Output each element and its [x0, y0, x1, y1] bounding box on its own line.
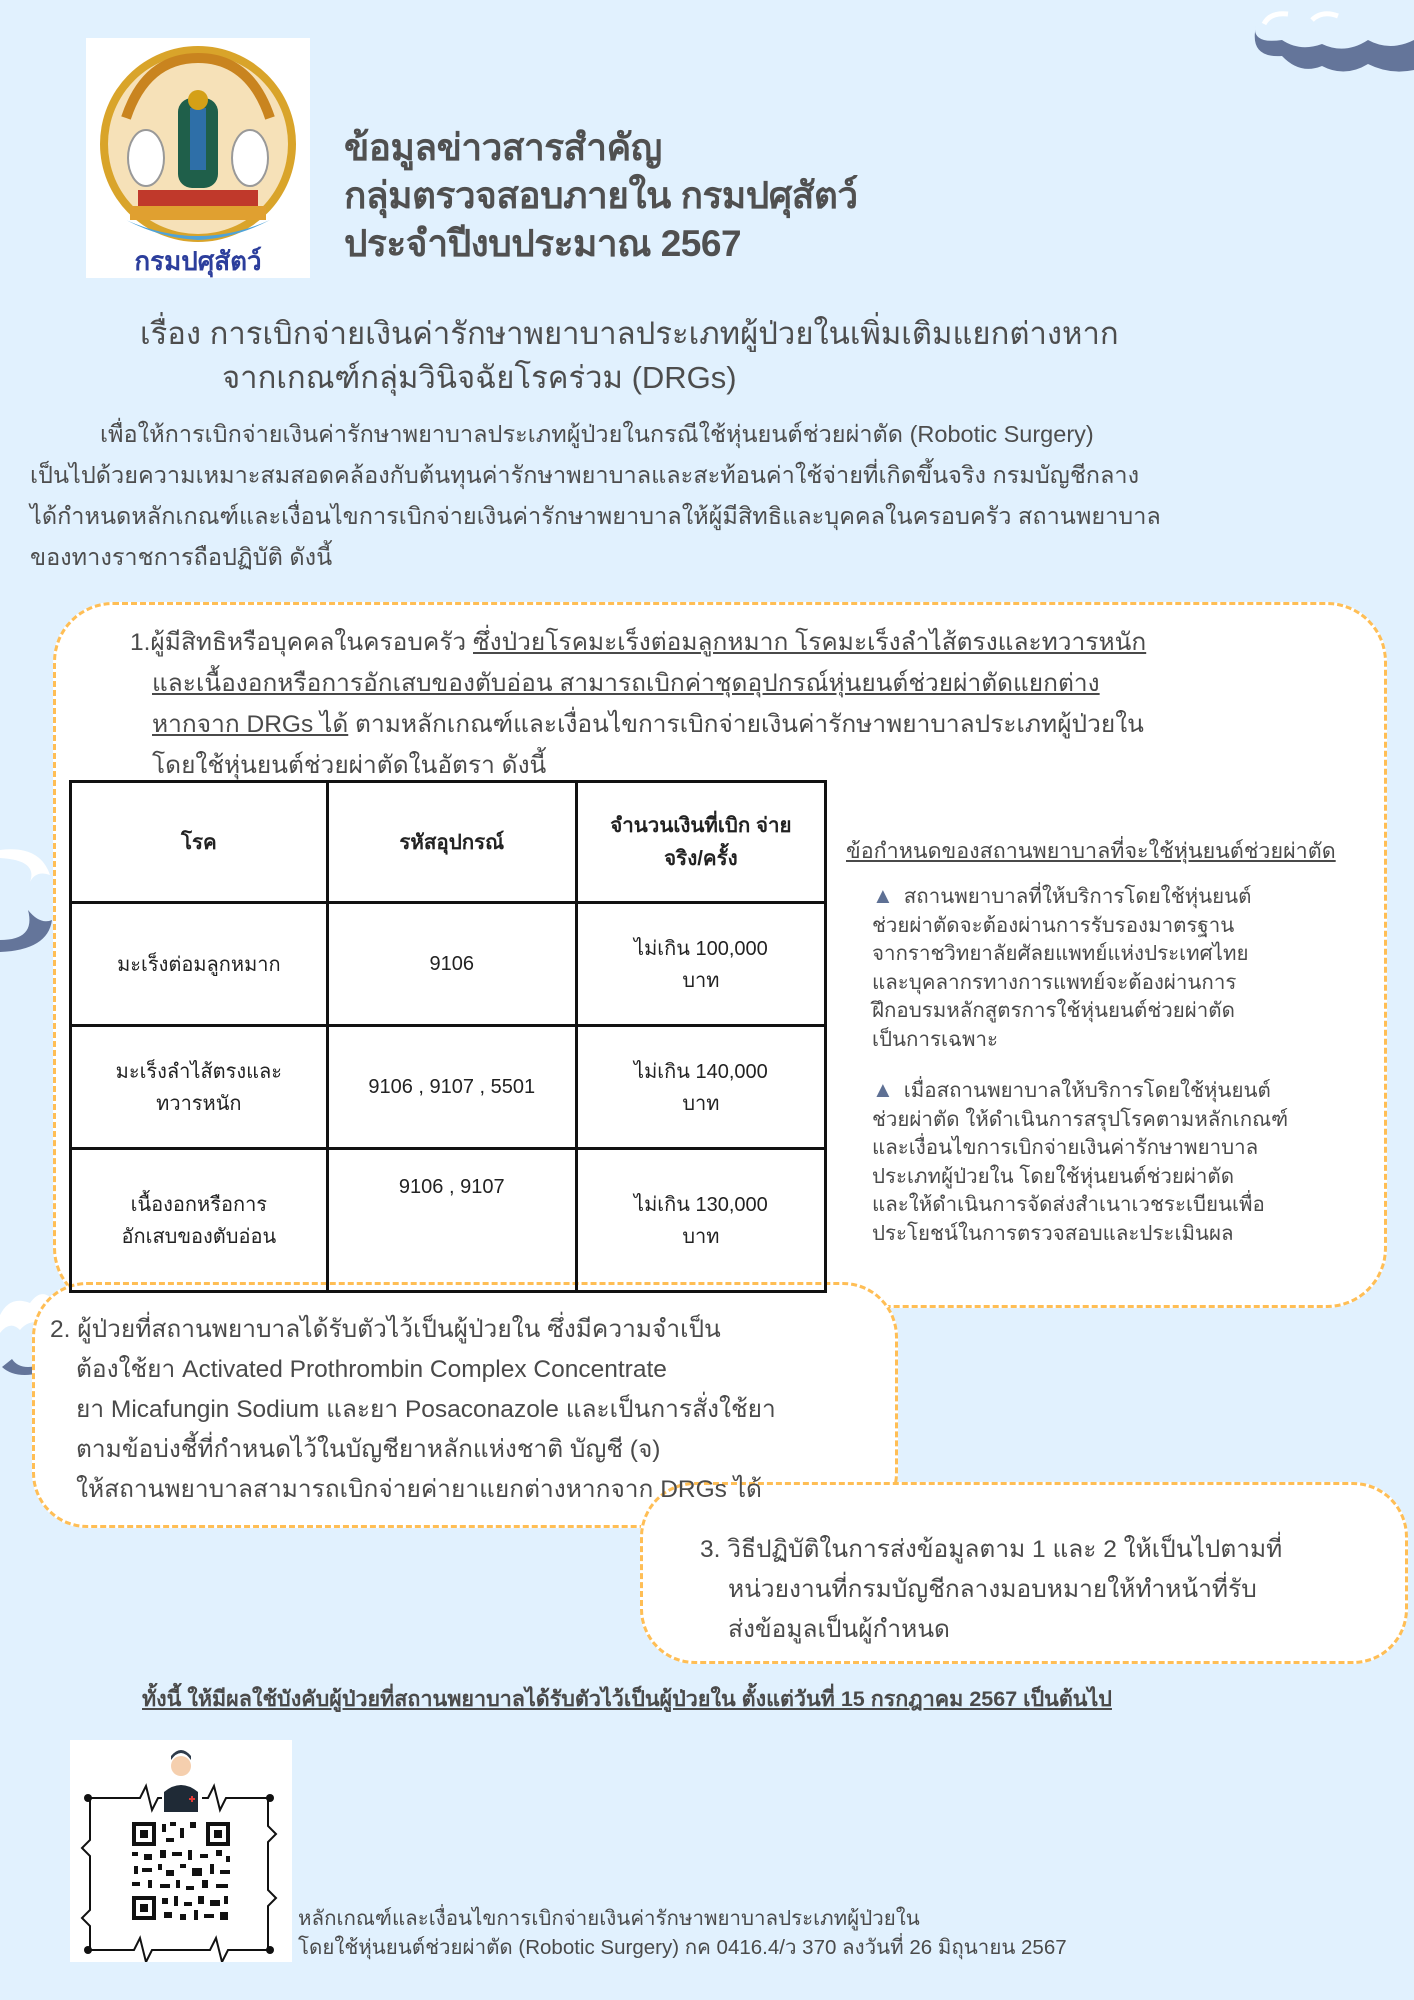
hospital-requirements-title: ข้อกำหนดของสถานพยาบาลที่จะใช้หุ่นยนต์ช่วยผ่าตัด — [846, 839, 1336, 863]
cell-disease: เนื้องอกหรือการ อักเสบของตับอ่อน — [71, 1149, 328, 1292]
section-2-line: ตามข้อบ่งชี้ที่กำหนดไว้ในบัญชียาหลักแห่งชาติ บัญชี (จ) — [76, 1436, 661, 1463]
cell-codes: 9106 , 9107 — [327, 1149, 576, 1292]
requirement-line: ช่วยผ่าตัด ให้ดำเนินการสรุปโรคตามหลักเกณฑ์ — [872, 1107, 1289, 1131]
table-header-row — [71, 782, 826, 903]
requirement-line: และให้ดำเนินการจัดส่งสำเนาเวชระเบียนเพื่อ — [872, 1193, 1265, 1216]
title-line: ประจำปีงบประมาณ 2567 — [344, 223, 742, 264]
requirement-line: ช่วยผ่าตัดจะต้องผ่านการรับรองมาตรฐาน — [872, 913, 1235, 937]
page-title — [344, 124, 858, 268]
section-1-text — [130, 622, 1310, 786]
triangle-bullet-icon: ▲ — [872, 1077, 894, 1102]
section-2-line: ยา Micafungin Sodium และยา Posaconazole และเป็นการสั่งใช้ยา — [76, 1396, 776, 1423]
section-3-line: หน่วยงานที่กรมบัญชีกลางมอบหมายให้ทำหน้าที่รับ — [728, 1576, 1257, 1603]
subject-line-2: จากเกณฑ์กลุ่มวินิจฉัยโรคร่วม (DRGs) — [222, 360, 737, 395]
section-1-highlight: หากจาก DRGs ได้ — [152, 711, 349, 738]
livestock-department-emblem-icon — [86, 38, 310, 278]
requirement-line: เป็นการเฉพาะ — [872, 1027, 998, 1051]
column-header-disease: โรค — [71, 782, 328, 903]
section-1-prefix: 1.ผู้มีสิทธิหรือบุคคลในครอบครัว — [130, 629, 473, 656]
cell-codes: 9106 — [327, 903, 576, 1026]
column-header-device-code: รหัสอุปกรณ์ — [327, 782, 576, 903]
table-row — [71, 1149, 826, 1292]
section-1-highlight: ซึ่งป่วยโรคมะเร็งต่อมลูกหมาก โรคมะเร็งลำไส้ตรงและทวารหนัก — [473, 629, 1147, 656]
intro-line: เพื่อให้การเบิกจ่ายเงินค่ารักษาพยาบาลประเภทผู้ป่วยในกรณีใช้หุ่นยนต์ช่วยผ่าตัด (Robotic Surgery) — [100, 421, 1094, 447]
section-3-text — [700, 1530, 1380, 1650]
requirement-line: ประเภทผู้ป่วยใน โดยใช้หุ่นยนต์ช่วยผ่าตัด — [872, 1164, 1235, 1188]
cloud-decoration-left — [0, 840, 56, 960]
requirement-line: และเงื่อนไขการเบิกจ่ายเงินค่ารักษาพยาบาล — [872, 1136, 1259, 1159]
requirement-line: เมื่อสถานพยาบาลให้บริการโดยใช้หุ่นยนต์ — [903, 1079, 1271, 1102]
column-header-amount: จำนวนเงินที่เบิก จ่ายจริง/ครั้ง — [576, 782, 825, 903]
qr-code-icon — [70, 1740, 292, 1962]
intro-line: ของทางราชการถือปฏิบัติ ดังนี้ — [30, 544, 333, 570]
table-row — [71, 1026, 826, 1149]
department-logo — [86, 38, 310, 278]
effective-date-note: ทั้งนี้ ให้มีผลใช้บังคับผู้ป่วยที่สถานพยาบาลได้รับตัวไว้เป็นผู้ป่วยใน ตั้งแต่วันที่ 15 กรกฎาคม 2567 เป็นต้นไป — [142, 1687, 1112, 1711]
cell-amount: ไม่เกิน 100,000 บาท — [576, 903, 825, 1026]
requirement-line: และบุคลากรทางการแพทย์จะต้องผ่านการ — [872, 970, 1237, 994]
intro-paragraph — [30, 414, 1390, 578]
section-2-text — [50, 1310, 890, 1510]
cell-amount: ไม่เกิน 130,000 บาท — [576, 1149, 825, 1292]
qr-code-card[interactable] — [70, 1740, 292, 1962]
title-line: ข้อมูลข่าวสารสำคัญ — [344, 127, 662, 168]
regulation-reference — [298, 1904, 1067, 1962]
subject-line-1: เรื่อง การเบิกจ่ายเงินค่ารักษาพยาบาลประเภทผู้ป่วยในเพิ่มเติมแยกต่างหาก — [140, 316, 1119, 351]
logo-caption: กรมปศุสัตว์ — [134, 247, 262, 277]
cloud-decoration-top-right — [1250, 0, 1414, 80]
section-3-line: ส่งข้อมูลเป็นผู้กำหนด — [728, 1616, 950, 1643]
requirement-item — [872, 1076, 1342, 1248]
section-1-highlight: และเนื้องอกหรือการอักเสบของตับอ่อน สามารถเบิกค่าชุดอุปกรณ์หุ่นยนต์ช่วยผ่าตัดแยกต่าง — [152, 670, 1100, 697]
reference-line: หลักเกณฑ์และเงื่อนไขการเบิกจ่ายเงินค่ารักษาพยาบาลประเภทผู้ป่วยใน — [298, 1907, 920, 1930]
table-row — [71, 903, 826, 1026]
requirement-line: จากราชวิทยาลัยศัลยแพทย์แห่งประเทศไทย — [872, 942, 1249, 965]
requirement-item — [872, 882, 1342, 1054]
requirement-line: ประโยชน์ในการตรวจสอบและประเมินผล — [872, 1221, 1234, 1245]
subject-heading — [140, 312, 1119, 400]
cell-disease: มะเร็งต่อมลูกหมาก — [71, 903, 328, 1026]
section-3-line: 3. วิธีปฏิบัติในการส่งข้อมูลตาม 1 และ 2 ให้เป็นไปตามที่ — [700, 1536, 1283, 1563]
section-1-line: โดยใช้หุ่นยนต์ช่วยผ่าตัดในอัตรา ดังนี้ — [152, 752, 547, 779]
requirement-line: ฝึกอบรมหลักสูตรการใช้หุ่นยนต์ช่วยผ่าตัด — [872, 999, 1235, 1022]
section-2-line: ต้องใช้ยา Activated Prothrombin Complex Concentrate — [76, 1356, 667, 1383]
section-1-text-rest: ตามหลักเกณฑ์และเงื่อนไขการเบิกจ่ายเงินค่ารักษาพยาบาลประเภทผู้ป่วยใน — [348, 711, 1144, 738]
section-2-line: 2. ผู้ป่วยที่สถานพยาบาลได้รับตัวไว้เป็นผู้ป่วยใน ซึ่งมีความจำเป็น — [50, 1316, 721, 1343]
cell-disease: มะเร็งลำไส้ตรงและ ทวารหนัก — [71, 1026, 328, 1149]
triangle-bullet-icon: ▲ — [872, 883, 894, 908]
intro-line: เป็นไปด้วยความเหมาะสมสอดคล้องกับต้นทุนค่ารักษาพยาบาลและสะท้อนค่าใช้จ่ายที่เกิดขึ้นจริง กรมบัญชีกลาง — [30, 462, 1140, 488]
intro-line: ได้กำหนดหลักเกณฑ์และเงื่อนไขการเบิกจ่ายเงินค่ารักษาพยาบาลให้ผู้มีสิทธิและบุคคลในครอบครัว สถานพยาบาล — [30, 503, 1161, 529]
cell-amount: ไม่เกิน 140,000 บาท — [576, 1026, 825, 1149]
section-2-line: ให้สถานพยาบาลสามารถเบิกจ่ายค่ายาแยกต่างหากจาก DRGs ได้ — [76, 1476, 762, 1503]
reference-line: โดยใช้หุ่นยนต์ช่วยผ่าตัด (Robotic Surgery) กค 0416.4/ว 370 ลงวันที่ 26 มิถุนายน 2567 — [298, 1936, 1067, 1959]
cell-codes: 9106 , 9107 , 5501 — [327, 1026, 576, 1149]
title-line: กลุ่มตรวจสอบภายใน กรมปศุสัตว์ — [344, 175, 858, 216]
robotic-surgery-rate-table — [69, 780, 827, 1293]
requirement-line: สถานพยาบาลที่ให้บริการโดยใช้หุ่นยนต์ — [903, 885, 1252, 908]
